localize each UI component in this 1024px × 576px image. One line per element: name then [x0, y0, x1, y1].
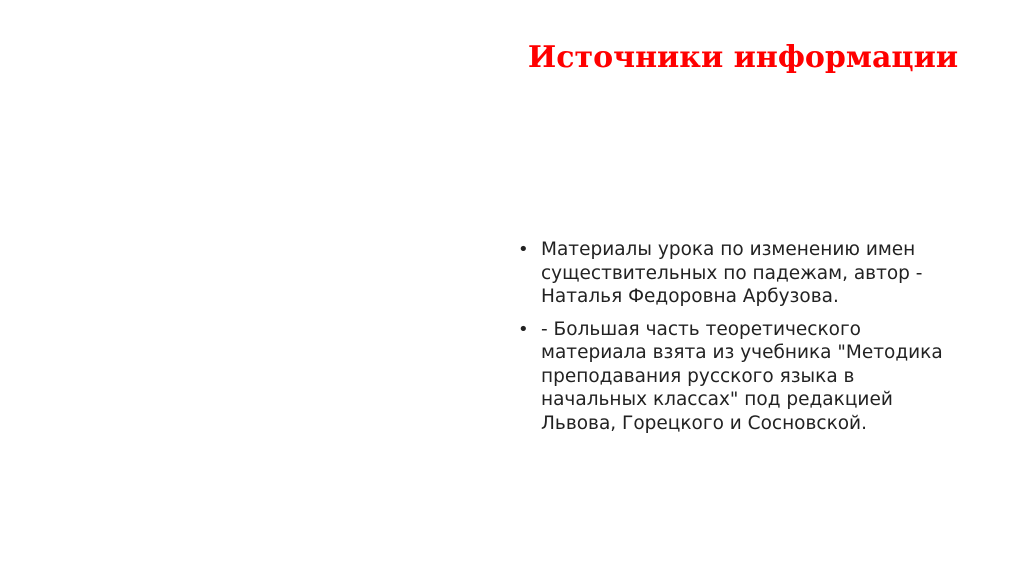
bullet-icon: • — [518, 318, 529, 340]
list-item-text: - Большая часть теоретического материала взята из учебника "Методика преподавания русского языка в начальных классах" под редакцией Львова, Горецкого и Сосновской. — [541, 318, 943, 434]
list-item — [518, 318, 958, 436]
bullet-list — [518, 238, 958, 444]
list-item — [518, 238, 958, 309]
list-item-text: Материалы урока по изменению имен существительных по падежам, автор - Наталья Федоровна Арбузова. — [541, 239, 923, 307]
slide-title: Источники информации — [527, 40, 959, 75]
bullet-icon: • — [518, 239, 529, 260]
